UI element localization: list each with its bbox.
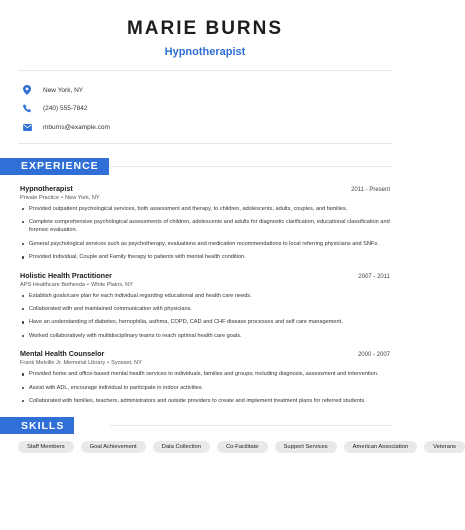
job-employer-line: APS Healthcare Bethesda • White Plains, NY (20, 281, 133, 288)
job-bullet: Establish goals/care plan for each individual regarding educational and health care needs. (20, 292, 390, 300)
envelope-icon (20, 120, 34, 134)
contact-phone (20, 100, 390, 119)
job-employer-line: Frank Melville Jr. Memorial Library • Syosset, NY (20, 360, 142, 367)
job-bullet: Provided Individual, Couple and Family therapy to patients with mental health condition. (20, 253, 390, 261)
job-entry (20, 271, 390, 341)
job-entry (20, 184, 390, 262)
skill-tag: Support Services (275, 441, 337, 453)
job-bullet: Collaborated with and maintained communication with physicians. (20, 305, 390, 313)
job-employer-line: Private Practice • New York, NY (20, 194, 100, 201)
job-bullets (20, 205, 390, 262)
skill-tag: Veterans (424, 441, 465, 453)
contact-location-text: New York, NY (43, 86, 84, 94)
job-bullet: Have an understanding of diabetes, hemophilia, asthma, COPD, CAD and CHF disease processes and self care management. (20, 318, 390, 326)
job-bullets (20, 370, 390, 405)
phone-icon (20, 102, 34, 116)
job-employer: APS Healthcare Bethesda (20, 281, 85, 288)
job-title: Holistic Health Practitioner (20, 270, 112, 280)
skills-heading: SKILLS (0, 417, 74, 434)
skill-tag: Staff Members (18, 441, 74, 453)
location-pin-icon (20, 83, 34, 97)
contact-divider (18, 143, 392, 144)
job-dates: 2011 - Present (351, 186, 390, 193)
candidate-name: MARIE BURNS (126, 18, 284, 39)
job-employer: Frank Melville Jr. Memorial Library (20, 360, 106, 367)
job-entry (20, 349, 390, 405)
job-bullet: General psychological services such as psychotherapy, evaluations and medication recommendations to local referring physicians and SNFs. (20, 240, 390, 248)
skill-tag: Co-Facilitate (217, 441, 268, 453)
job-location: White Plains, NY (90, 281, 133, 288)
skill-tag: Data Collection (153, 441, 210, 453)
job-bullet: Provided home and office-based mental health services to individuals, families and groups; including diagnosis, assessment and intervention. (20, 370, 390, 378)
candidate-title: Hypnotherapist (164, 46, 246, 58)
experience-section-header (0, 158, 410, 175)
contact-email-text: mburns@example.com (43, 123, 110, 131)
skill-tag: American Association (344, 441, 417, 453)
skill-tag: Goal Achievement (81, 441, 146, 453)
job-title: Mental Health Counselor (20, 349, 105, 359)
job-bullets (20, 292, 390, 341)
job-bullet: Collaborated with families, teachers, administrators and outside providers to create and implement treatment plans for referred students. (20, 397, 390, 405)
job-location: New York, NY (65, 194, 100, 201)
resume-header (0, 0, 410, 58)
job-employer: Private Practice (20, 194, 60, 201)
job-bullet: Assist with ADL, encourage individual to participate in indoor activities. (20, 384, 390, 392)
experience-list (0, 184, 410, 406)
skills-rule (110, 425, 392, 426)
job-dates: 2007 - 2011 (358, 273, 390, 280)
contact-phone-text: (240) 555-7842 (43, 105, 88, 113)
skills-section-header (0, 417, 410, 434)
job-title: Hypnotherapist (20, 183, 73, 193)
job-location: Syosset, NY (111, 360, 142, 367)
job-bullet: Complete comprehensive psychological assessments of children, adolescents and adults for diagnostic clarification, educational classification and forensic evaluation. (20, 218, 390, 235)
experience-rule (110, 166, 392, 167)
contact-location (20, 81, 390, 100)
job-dates: 2000 - 2007 (357, 352, 390, 359)
contact-email (20, 118, 390, 137)
skills-list (0, 441, 456, 453)
experience-heading: EXPERIENCE (0, 158, 109, 175)
job-bullet: Provided outpatient psychological services, both assessment and therapy, to children, adolescents, adults, couples, and families. (20, 205, 390, 213)
contact-list (0, 71, 410, 143)
job-bullet: Worked collaboratively with multidisciplinary teams to reach optimal health care goals. (20, 332, 390, 340)
